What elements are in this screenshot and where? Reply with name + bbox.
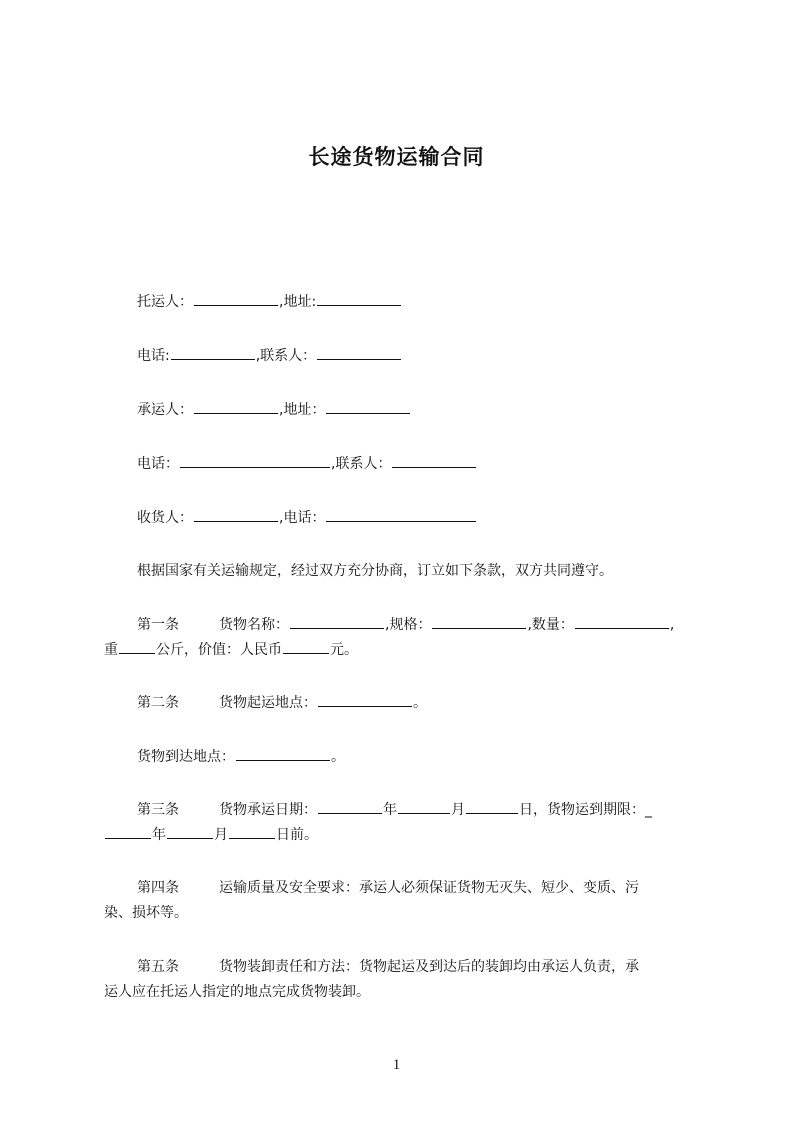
- article-4-text-1: 运输质量及安全要求：承运人必须保证货物无灭失、短少、变质、污: [219, 880, 639, 896]
- shipper-contact-field[interactable]: [317, 344, 401, 360]
- consignee-label: 收货人：: [137, 510, 193, 526]
- goods-name-field[interactable]: [290, 613, 384, 629]
- yuan-label: 元。: [330, 642, 358, 658]
- goods-name-label: 货物名称：: [219, 617, 289, 633]
- quantity-label: ,数量：: [527, 617, 574, 633]
- shipper-phone-label: 电话:: [137, 348, 170, 364]
- article-1-trailing-comma: ,: [669, 617, 675, 633]
- article-1-line-1: [137, 613, 703, 636]
- carrier-phone-field[interactable]: [180, 452, 330, 468]
- shipper-line: [137, 290, 703, 313]
- carrier-label: 承运人：: [137, 402, 193, 418]
- deadline-label: 日，货物运到期限：: [519, 802, 645, 818]
- value-field[interactable]: [283, 638, 329, 654]
- shipper-address-field[interactable]: [317, 290, 401, 306]
- shipper-name-field[interactable]: [194, 290, 278, 306]
- article-1-line-2: [104, 638, 703, 661]
- article-4-number: 第四条: [137, 880, 179, 896]
- destination-end: 。: [331, 749, 345, 765]
- deadline-year-field[interactable]: [105, 823, 151, 839]
- preamble: 根据国家有关运输规定，经过双方充分协商，订立如下条款，双方共同遵守。: [137, 563, 613, 579]
- article-3-line-1: [137, 798, 703, 821]
- carrier-address-field[interactable]: [326, 398, 410, 414]
- carrier-contact-field[interactable]: [392, 452, 476, 468]
- consignee-line: [137, 506, 703, 529]
- quantity-field[interactable]: [575, 613, 669, 629]
- article-2-number: 第二条: [137, 695, 179, 711]
- carrier-line: [137, 398, 703, 421]
- weight-label: 重: [104, 642, 118, 658]
- shipper-contact-label: ,联系人：: [255, 348, 317, 364]
- article-1-number: 第一条: [137, 617, 179, 633]
- article-5-text-1: 货物装卸责任和方法：货物起运及到达后的装卸均由承运人负责，承: [219, 959, 639, 975]
- carrier-contact-label: ,联系人：: [331, 456, 392, 472]
- spec-field[interactable]: [432, 613, 526, 629]
- carrier-address-label: ,地址：: [279, 402, 326, 418]
- article-3-number: 第三条: [137, 802, 179, 818]
- deadline-day-field[interactable]: [229, 823, 275, 839]
- destination-label: 货物到达地点：: [137, 749, 235, 765]
- article-2-line-2: [137, 745, 703, 768]
- ship-year-field[interactable]: [318, 798, 382, 814]
- article-2-line-1: [137, 691, 703, 714]
- article-5-number: 第五条: [137, 959, 179, 975]
- carrier-name-field[interactable]: [194, 398, 278, 414]
- article-4-line-1: [137, 877, 703, 899]
- page-title: 长途货物运输合同: [308, 145, 485, 169]
- deadline-month-label: 月: [214, 827, 228, 843]
- consignee-phone-field[interactable]: [326, 506, 476, 522]
- ship-date-label: 货物承运日期：: [219, 802, 317, 818]
- consignee-name-field[interactable]: [194, 506, 278, 522]
- carrier-contact-line: [137, 452, 703, 475]
- origin-end: 。: [413, 695, 427, 711]
- ship-year-label: 年: [383, 802, 397, 818]
- spec-label: ,规格：: [385, 617, 432, 633]
- shipper-address-label: ,地址:: [279, 294, 317, 310]
- ship-day-field[interactable]: [466, 798, 518, 814]
- carrier-phone-label: 电话：: [137, 456, 179, 472]
- article-4-line-2: 染、损坏等。: [104, 905, 188, 921]
- origin-label: 货物起运地点：: [219, 695, 317, 711]
- shipper-phone-field[interactable]: [171, 344, 255, 360]
- article-5-line-1: [137, 956, 703, 978]
- origin-field[interactable]: [318, 691, 412, 707]
- kg-label: 公斤，价值：人民币: [156, 642, 282, 658]
- shipper-contact-line: [137, 344, 703, 367]
- consignee-phone-label: ,电话：: [279, 510, 326, 526]
- article-3-line-2: [104, 823, 703, 846]
- shipper-label: 托运人：: [137, 294, 193, 310]
- ship-month-label: 月: [451, 802, 465, 818]
- page-number: 1: [392, 1057, 401, 1073]
- deadline-day-label: 日前。: [276, 827, 318, 843]
- weight-field[interactable]: [119, 638, 155, 654]
- ship-month-field[interactable]: [398, 798, 450, 814]
- deadline-trailing-blank: _: [645, 802, 652, 818]
- destination-field[interactable]: [236, 745, 330, 761]
- deadline-month-field[interactable]: [167, 823, 213, 839]
- article-5-line-2: 运人应在托运人指定的地点完成货物装卸。: [104, 984, 370, 1000]
- deadline-year-label: 年: [152, 827, 166, 843]
